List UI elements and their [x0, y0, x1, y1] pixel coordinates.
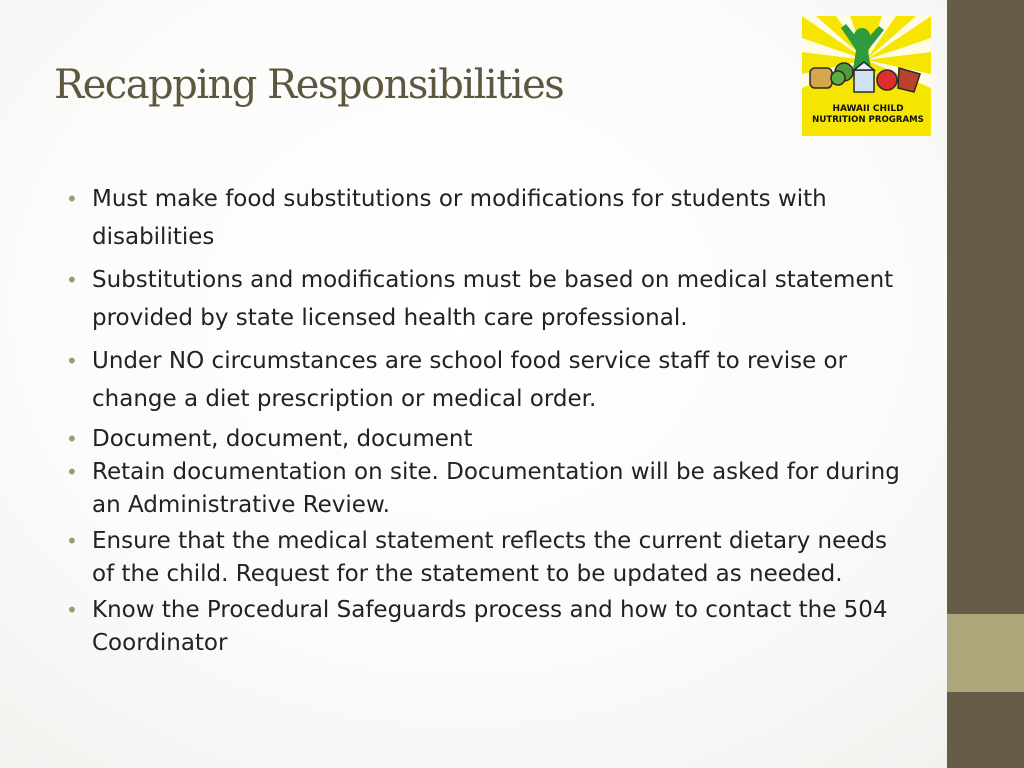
- bullet-marker: •: [66, 529, 78, 553]
- bullet-text: Under NO circumstances are school food service staff to revise or change a diet prescription or medical order.: [92, 348, 848, 412]
- bullet-text: Ensure that the medical statement reflects the current dietary needs of the child. Request for the statement to be updated as needed.: [92, 528, 887, 587]
- bullet-marker: •: [66, 349, 78, 373]
- bullet-text: Document, document, document: [92, 426, 473, 452]
- bullet-marker: •: [66, 427, 78, 451]
- slide-title: Recapping Responsibilities: [54, 62, 564, 108]
- bullet-item: [64, 342, 916, 418]
- bullet-marker: •: [66, 187, 78, 211]
- bullet-item: [64, 456, 916, 522]
- bullet-item: [64, 261, 916, 337]
- right-sidebar-accent: [947, 614, 1024, 692]
- logo-text-line-1: HAWAII CHILD: [832, 104, 904, 114]
- hawaii-child-nutrition-programs-logo: [802, 16, 931, 136]
- bullet-item: [64, 423, 916, 456]
- bullet-marker: •: [66, 268, 78, 292]
- bullet-item: [64, 594, 916, 660]
- logo-text-line-2: NUTRITION PROGRAMS: [812, 115, 924, 125]
- bullet-list: [64, 180, 916, 663]
- bullet-marker: •: [66, 460, 78, 484]
- bullet-item: [64, 525, 916, 591]
- bullet-text: Must make food substitutions or modifications for students with disabilities: [92, 186, 827, 250]
- bullet-item: [64, 180, 916, 256]
- bullet-text: Know the Procedural Safeguards process and how to contact the 504 Coordinator: [92, 597, 888, 656]
- bullet-text: Substitutions and modifications must be based on medical statement provided by state licensed health care professional.: [92, 267, 894, 331]
- bullet-text: Retain documentation on site. Documentation will be asked for during an Administrative Review.: [92, 459, 900, 518]
- bullet-marker: •: [66, 598, 78, 622]
